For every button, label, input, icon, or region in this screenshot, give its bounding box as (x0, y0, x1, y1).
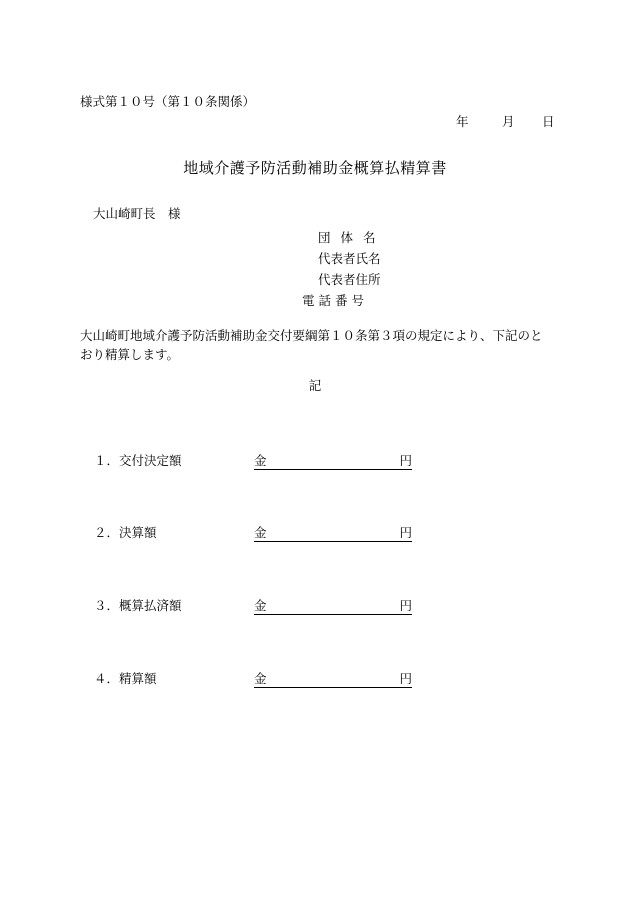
currency-prefix: 金 (254, 598, 267, 613)
body-text: 大山崎町地域介護予防活動補助金交付要綱第１０条第３項の規定により、下記のとおり精算します。 (80, 328, 543, 362)
date-day-label: 日 (542, 114, 555, 129)
currency-suffix: 円 (399, 671, 412, 686)
item-label: ４．精算額 (94, 671, 157, 686)
currency-prefix: 金 (254, 671, 267, 686)
item-settlement-amount (94, 527, 254, 540)
phone-label: 電話番号 (302, 293, 369, 308)
date-year-label: 年 (456, 114, 469, 129)
date-month-label: 月 (502, 114, 515, 129)
currency-suffix: 円 (399, 525, 412, 540)
amount-field-advance-paid (254, 600, 412, 615)
currency-prefix: 金 (254, 453, 267, 468)
item-grant-decision-amount (94, 455, 254, 468)
representative-name-label: 代表者氏名 (318, 251, 381, 266)
document-title: 地域介護予防活動補助金概算払精算書 (183, 159, 447, 177)
amount-field-settlement (254, 527, 412, 542)
currency-prefix: 金 (254, 525, 267, 540)
item-final-settlement-amount (94, 673, 254, 686)
form-number: 様式第１０号（第１０条関係） (80, 94, 256, 109)
representative-address-label: 代表者住所 (318, 272, 381, 287)
item-advance-paid-amount (94, 600, 254, 613)
currency-suffix: 円 (399, 598, 412, 613)
item-label: ２．決算額 (94, 525, 157, 540)
amount-field-grant-decision (254, 455, 412, 470)
item-label: １．交付決定額 (94, 453, 182, 468)
group-name-label: 団体名 (318, 230, 386, 245)
addressee: 大山崎町長 様 (93, 206, 181, 221)
ki-heading: 記 (308, 378, 322, 393)
amount-field-final-settlement (254, 673, 412, 688)
item-label: ３．概算払済額 (94, 598, 182, 613)
applicant-block (302, 227, 386, 311)
currency-suffix: 円 (399, 453, 412, 468)
date-line (456, 116, 555, 129)
